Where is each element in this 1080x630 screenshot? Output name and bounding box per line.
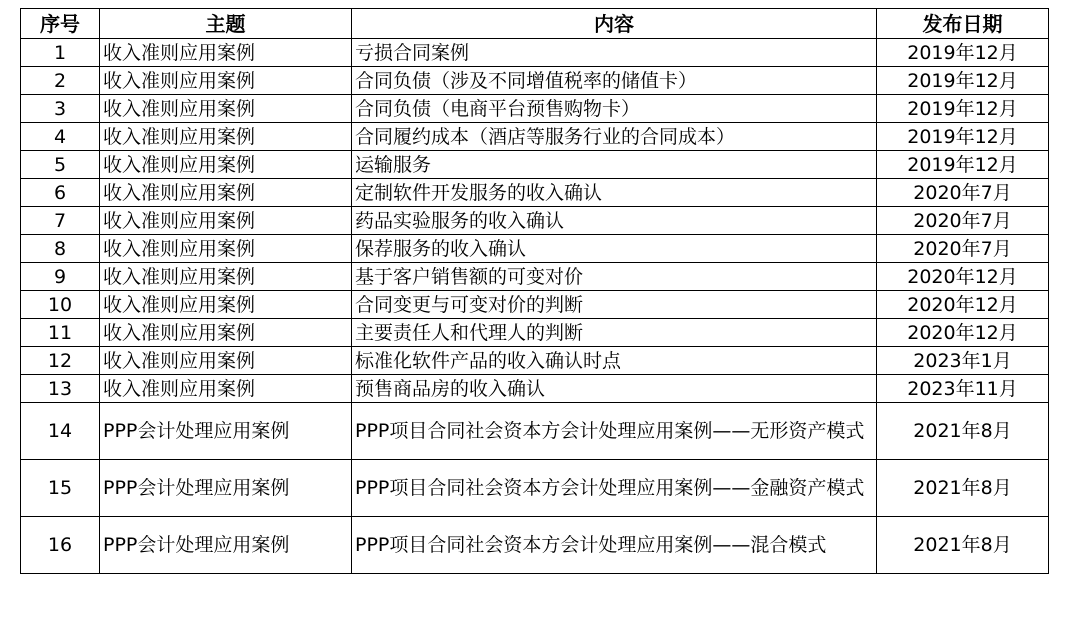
header-row	[21, 9, 1049, 39]
case-table	[20, 8, 1049, 574]
cell-content: 运输服务	[352, 151, 877, 179]
cell-no: 3	[21, 95, 100, 123]
header-content: 内容	[352, 9, 877, 39]
cell-content: PPP项目合同社会资本方会计处理应用案例——无形资产模式	[352, 403, 877, 460]
cell-topic: 收入准则应用案例	[100, 347, 352, 375]
table-row	[21, 123, 1049, 151]
header-date: 发布日期	[877, 9, 1049, 39]
table-row	[21, 403, 1049, 460]
cell-topic: 收入准则应用案例	[100, 67, 352, 95]
table-row	[21, 460, 1049, 517]
cell-no: 13	[21, 375, 100, 403]
cell-date: 2020年7月	[877, 207, 1049, 235]
table-row	[21, 151, 1049, 179]
cell-date: 2019年12月	[877, 95, 1049, 123]
table-row	[21, 347, 1049, 375]
cell-topic: 收入准则应用案例	[100, 39, 352, 67]
cell-no: 10	[21, 291, 100, 319]
cell-topic: PPP会计处理应用案例	[100, 403, 352, 460]
cell-no: 11	[21, 319, 100, 347]
cell-content: PPP项目合同社会资本方会计处理应用案例——金融资产模式	[352, 460, 877, 517]
table-row	[21, 263, 1049, 291]
cell-date: 2020年7月	[877, 235, 1049, 263]
header-topic: 主题	[100, 9, 352, 39]
cell-no: 6	[21, 179, 100, 207]
table-row	[21, 235, 1049, 263]
cell-no: 14	[21, 403, 100, 460]
cell-date: 2021年8月	[877, 403, 1049, 460]
cell-topic: 收入准则应用案例	[100, 207, 352, 235]
table-row	[21, 39, 1049, 67]
cell-content: 药品实验服务的收入确认	[352, 207, 877, 235]
cell-no: 1	[21, 39, 100, 67]
cell-content: 合同负债（涉及不同增值税率的储值卡）	[352, 67, 877, 95]
cell-date: 2021年8月	[877, 517, 1049, 574]
cell-date: 2019年12月	[877, 123, 1049, 151]
cell-date: 2023年11月	[877, 375, 1049, 403]
cell-topic: 收入准则应用案例	[100, 263, 352, 291]
cell-content: 保荐服务的收入确认	[352, 235, 877, 263]
cell-topic: 收入准则应用案例	[100, 319, 352, 347]
table-row	[21, 179, 1049, 207]
cell-content: 预售商品房的收入确认	[352, 375, 877, 403]
cell-no: 9	[21, 263, 100, 291]
cell-date: 2020年7月	[877, 179, 1049, 207]
cell-topic: PPP会计处理应用案例	[100, 517, 352, 574]
cell-no: 15	[21, 460, 100, 517]
cell-date: 2020年12月	[877, 291, 1049, 319]
table-row	[21, 95, 1049, 123]
cell-date: 2019年12月	[877, 151, 1049, 179]
cell-no: 2	[21, 67, 100, 95]
cell-no: 8	[21, 235, 100, 263]
cell-date: 2019年12月	[877, 67, 1049, 95]
cell-date: 2021年8月	[877, 460, 1049, 517]
cell-content: 合同变更与可变对价的判断	[352, 291, 877, 319]
table-row	[21, 319, 1049, 347]
cell-date: 2023年1月	[877, 347, 1049, 375]
cell-topic: 收入准则应用案例	[100, 375, 352, 403]
cell-topic: 收入准则应用案例	[100, 179, 352, 207]
cell-content: PPP项目合同社会资本方会计处理应用案例——混合模式	[352, 517, 877, 574]
cell-content: 主要责任人和代理人的判断	[352, 319, 877, 347]
cell-topic: 收入准则应用案例	[100, 95, 352, 123]
cell-content: 基于客户销售额的可变对价	[352, 263, 877, 291]
cell-topic: 收入准则应用案例	[100, 151, 352, 179]
cell-content: 合同履约成本（酒店等服务行业的合同成本）	[352, 123, 877, 151]
cell-content: 合同负债（电商平台预售购物卡）	[352, 95, 877, 123]
cell-date: 2019年12月	[877, 39, 1049, 67]
table-row	[21, 291, 1049, 319]
cell-content: 定制软件开发服务的收入确认	[352, 179, 877, 207]
cell-content: 标准化软件产品的收入确认时点	[352, 347, 877, 375]
table-row	[21, 517, 1049, 574]
cell-no: 5	[21, 151, 100, 179]
cell-no: 4	[21, 123, 100, 151]
cell-topic: 收入准则应用案例	[100, 291, 352, 319]
cell-topic: 收入准则应用案例	[100, 123, 352, 151]
cell-topic: PPP会计处理应用案例	[100, 460, 352, 517]
table-row	[21, 375, 1049, 403]
cell-no: 12	[21, 347, 100, 375]
cell-date: 2020年12月	[877, 319, 1049, 347]
cell-content: 亏损合同案例	[352, 39, 877, 67]
cell-date: 2020年12月	[877, 263, 1049, 291]
table-body	[21, 39, 1049, 574]
cell-no: 7	[21, 207, 100, 235]
table-row	[21, 67, 1049, 95]
cell-no: 16	[21, 517, 100, 574]
cell-topic: 收入准则应用案例	[100, 235, 352, 263]
header-no: 序号	[21, 9, 100, 39]
table-row	[21, 207, 1049, 235]
